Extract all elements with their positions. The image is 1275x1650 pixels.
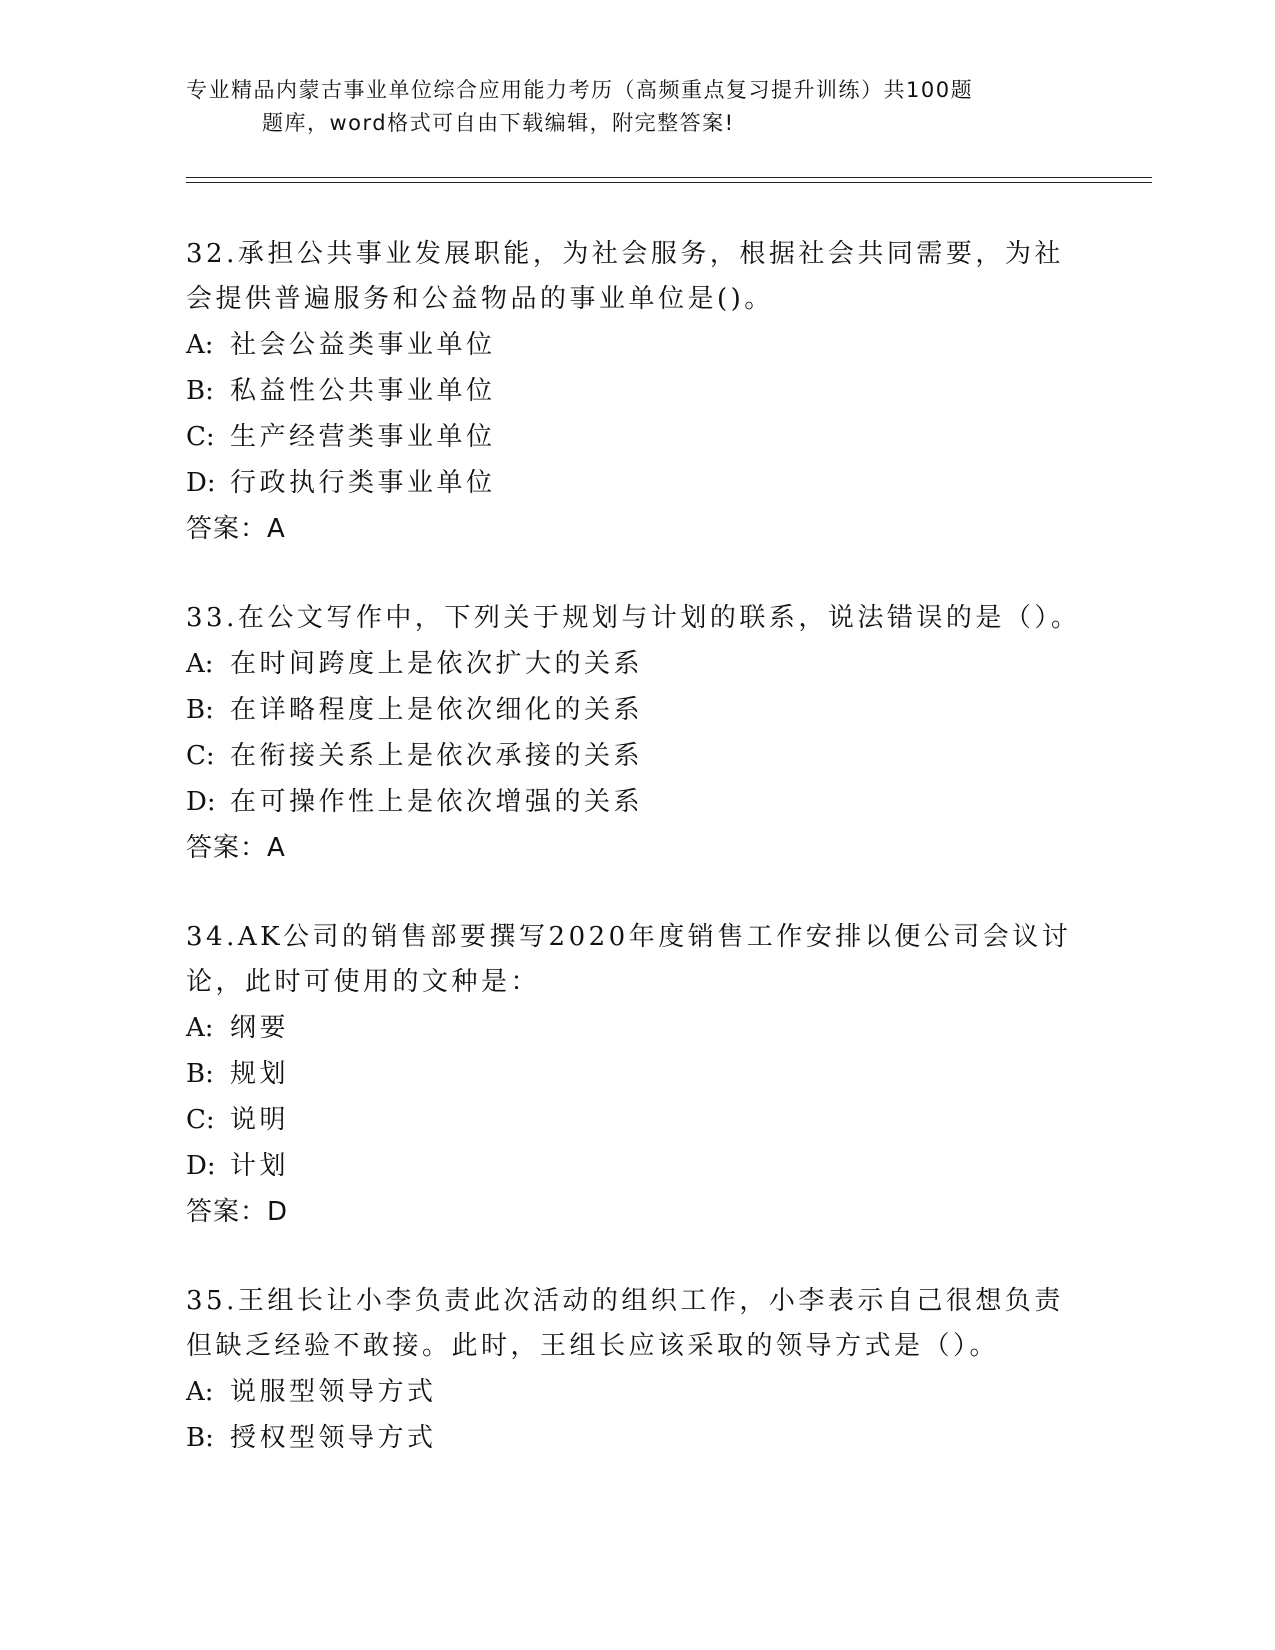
option-text: 纲要 bbox=[230, 1013, 290, 1043]
option-letter: B: bbox=[186, 1059, 214, 1089]
document-header bbox=[186, 74, 1066, 140]
option-text: 规划 bbox=[230, 1059, 290, 1089]
option-text: 授权型领导方式 bbox=[230, 1423, 437, 1453]
header-divider-top bbox=[186, 177, 1152, 178]
header-divider-bottom bbox=[186, 182, 1152, 183]
option-letter: A: bbox=[186, 330, 214, 360]
option-letter: A: bbox=[186, 1013, 214, 1043]
option-letter: D: bbox=[186, 1151, 216, 1181]
question-text: 34.AK公司的销售部要撰写2020年度销售工作安排以便公司会议讨论，此时可使用的文种是： bbox=[186, 922, 1072, 997]
option-a bbox=[186, 322, 1086, 368]
option-d bbox=[186, 460, 1086, 506]
option-text: 生产经营类事业单位 bbox=[230, 422, 496, 452]
option-text: 说明 bbox=[230, 1105, 290, 1135]
question-34 bbox=[186, 915, 1086, 1235]
option-text: 在详略程度上是依次细化的关系 bbox=[230, 695, 644, 725]
option-d bbox=[186, 779, 1086, 825]
option-c bbox=[186, 733, 1086, 779]
question-text: 32.承担公共事业发展职能，为社会服务，根据社会共同需要，为社会提供普遍服务和公益物品的事业单位是()。 bbox=[186, 239, 1064, 314]
question-35 bbox=[186, 1279, 1086, 1461]
option-text: 私益性公共事业单位 bbox=[230, 376, 496, 406]
option-letter: C: bbox=[186, 1105, 215, 1135]
option-letter: C: bbox=[186, 422, 215, 452]
option-a bbox=[186, 641, 1086, 687]
option-b bbox=[186, 1051, 1086, 1097]
option-c bbox=[186, 414, 1086, 460]
option-text: 社会公益类事业单位 bbox=[230, 330, 496, 360]
option-letter: A: bbox=[186, 649, 214, 679]
answer: 答案：A bbox=[186, 833, 286, 863]
answer: 答案：D bbox=[186, 1197, 289, 1227]
option-letter: B: bbox=[186, 376, 214, 406]
question-32 bbox=[186, 232, 1086, 552]
header-title-line-1: 专业精品内蒙古事业单位综合应用能力考历（高频重点复习提升训练）共100题 bbox=[186, 78, 974, 102]
option-d bbox=[186, 1143, 1086, 1189]
option-b bbox=[186, 368, 1086, 414]
option-b bbox=[186, 687, 1086, 733]
option-text: 在可操作性上是依次增强的关系 bbox=[230, 787, 644, 817]
option-b bbox=[186, 1415, 1086, 1461]
header-title-line-2: 题库，word格式可自由下载编辑，附完整答案! bbox=[262, 111, 735, 135]
option-letter: B: bbox=[186, 695, 214, 725]
option-text: 在时间跨度上是依次扩大的关系 bbox=[230, 649, 644, 679]
option-letter: A: bbox=[186, 1377, 214, 1407]
option-text: 计划 bbox=[230, 1151, 290, 1181]
option-letter: D: bbox=[186, 468, 216, 498]
question-text: 35.王组长让小李负责此次活动的组织工作，小李表示自己很想负责但缺乏经验不敢接。此时，王组长应该采取的领导方式是（）。 bbox=[186, 1286, 1064, 1361]
option-a bbox=[186, 1369, 1086, 1415]
option-letter: C: bbox=[186, 741, 215, 771]
option-c bbox=[186, 1097, 1086, 1143]
option-text: 说服型领导方式 bbox=[230, 1377, 437, 1407]
answer: 答案：A bbox=[186, 514, 286, 544]
question-33 bbox=[186, 596, 1086, 871]
question-list bbox=[186, 232, 1086, 1505]
option-letter: D: bbox=[186, 787, 216, 817]
option-letter: B: bbox=[186, 1423, 214, 1453]
option-text: 在衔接关系上是依次承接的关系 bbox=[230, 741, 644, 771]
question-text: 33.在公文写作中，下列关于规划与计划的联系，说法错误的是（）。 bbox=[186, 603, 1081, 633]
option-a bbox=[186, 1005, 1086, 1051]
option-text: 行政执行类事业单位 bbox=[230, 468, 496, 498]
